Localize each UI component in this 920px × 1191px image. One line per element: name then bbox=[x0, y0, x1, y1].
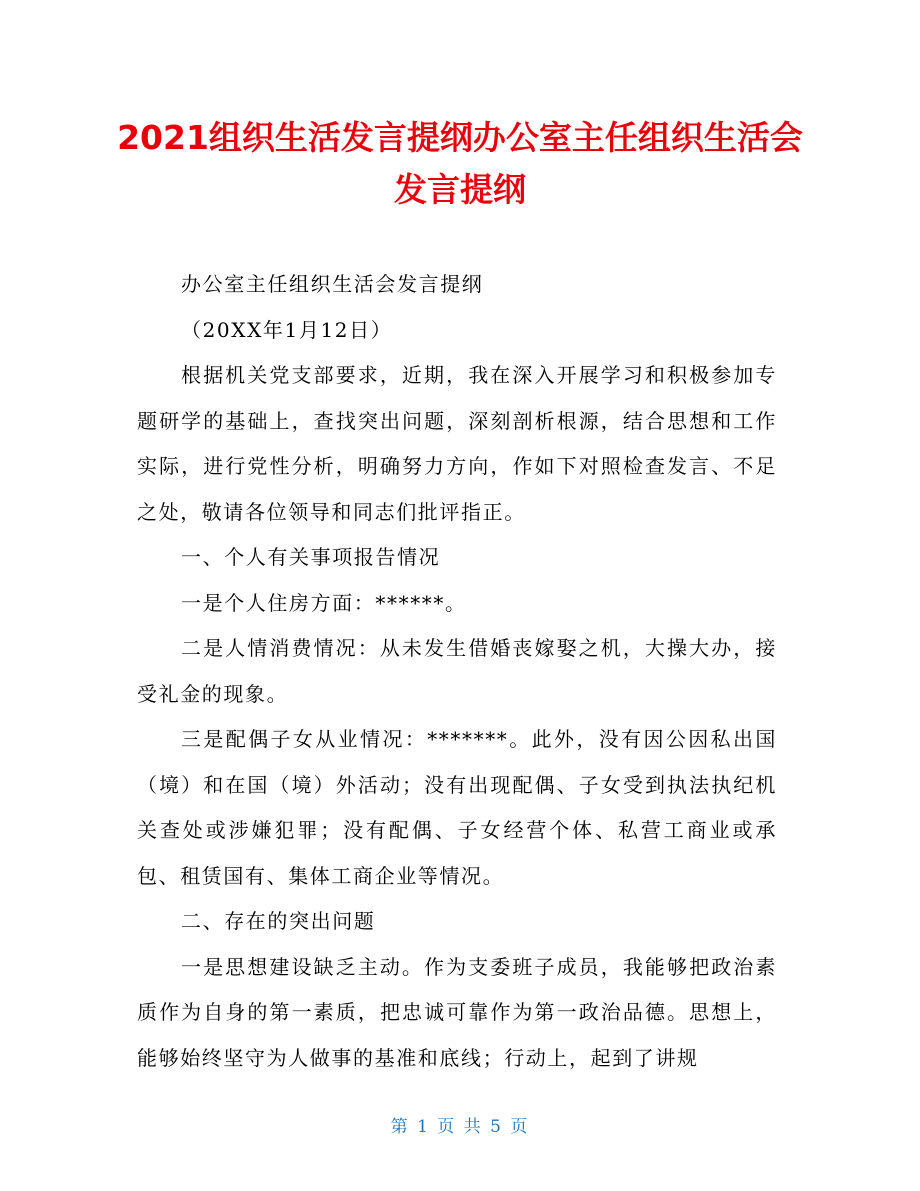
paragraph-family-employment: 三是配偶子女从业情况：*******。此外，没有因公因私出国（境）和在国（境）外活动；没有出现配偶、子女受到执法执纪机关查处或涉嫌犯罪；没有配偶、子女经营个体、私营工商业或承包、租赁国有、集体工商企业等情况。 bbox=[137, 727, 777, 888]
paragraph-housing: 一是个人住房方面：******。 bbox=[181, 590, 467, 615]
page-number-footer: 第 1 页 共 5 页 bbox=[390, 1117, 530, 1137]
document-body bbox=[137, 262, 777, 1081]
intro-paragraph: 根据机关党支部要求，近期，我在深入开展学习和积极参加专题研学的基础上，查找突出问题，深刻剖析根源，结合思想和工作实际，进行党性分析，明确努力方向，作如下对照检查发言、不足之处，敬请各位领导和同志们批评指正。 bbox=[137, 363, 777, 524]
paragraph-gifts: 二是人情消费情况：从未发生借婚丧嫁娶之机，大操大办，接受礼金的现象。 bbox=[137, 636, 777, 706]
section-heading-1: 一、个人有关事项报告情况 bbox=[181, 545, 441, 569]
title-line-2: 发言提纲 bbox=[394, 170, 526, 209]
section-heading-2: 二、存在的突出问题 bbox=[181, 909, 376, 933]
paragraph-ideology: 一是思想建设缺乏主动。作为支委班子成员，我能够把政治素质作为自身的第一素质，把忠诚可靠作为第一政治品德。思想上，能够始终坚守为人做事的基准和底线；行动上，起到了讲规 bbox=[137, 954, 777, 1070]
subtitle: 办公室主任组织生活会发言提纲 bbox=[181, 272, 484, 296]
date-line: （20XX年1月12日） bbox=[181, 317, 393, 342]
title-line-1: 2021组织生活发言提纲办公室主任组织生活会 bbox=[117, 118, 803, 157]
document-title bbox=[100, 112, 820, 216]
